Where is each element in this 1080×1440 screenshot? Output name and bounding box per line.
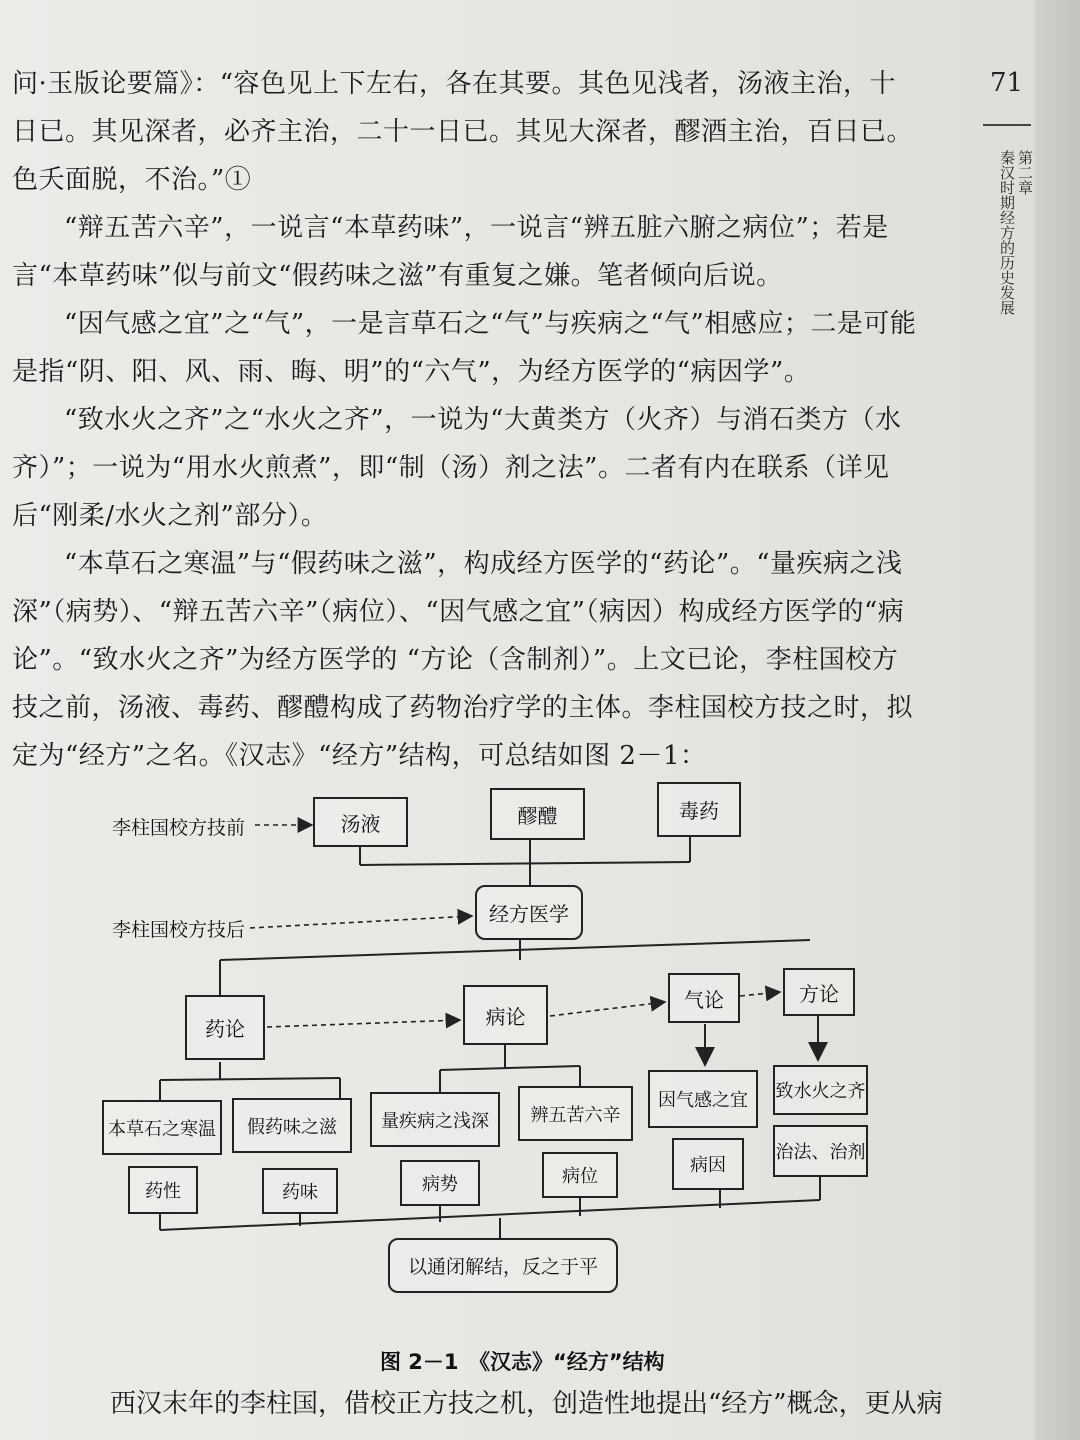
page-number: 71 xyxy=(990,68,1024,98)
node-yaolun: 药论 xyxy=(185,995,265,1060)
node-liang-jibing: 量疾病之浅深 xyxy=(370,1092,500,1147)
node-bian-wuku: 辨五苦六辛 xyxy=(518,1086,633,1141)
label-before: 李柱国校方技前 xyxy=(112,817,246,839)
node-yaoxing: 药性 xyxy=(128,1166,198,1214)
node-yinqi-ganzhi: 因气感之宜 xyxy=(648,1070,758,1128)
paragraph: “致水火之齐”之“水火之齐”，一说为“大黄类方（火齐）与消石类方（水齐）”；一说为“用水火煎煮”，即“制（汤）剂之法”。二者有内在联系（详见后“刚柔/水火之剂”部分）。 xyxy=(12,405,902,531)
node-jiayao-weizi: 假药味之滋 xyxy=(232,1098,352,1153)
body-text xyxy=(12,60,922,780)
label-after: 李柱国校方技后 xyxy=(112,919,246,941)
node-zhi-shuihuo: 致水火之齐 xyxy=(773,1065,868,1115)
section-title: 秦汉时期经方的历史发展 xyxy=(998,150,1016,315)
node-bingwei: 病位 xyxy=(542,1152,618,1198)
figure-caption: 图 2－1 《汉志》“经方”结构 xyxy=(380,1350,665,1374)
paragraph: 问·玉版论要篇》：“容色见上下左右，各在其要。其色见浅者，汤液主治，十日已。其见深者，必齐主治，二十一日已。其见大深者，醪酒主治，百日已。色夭面脱，不治。”① xyxy=(12,69,914,195)
node-tangye: 汤液 xyxy=(313,797,408,847)
node-yaowei: 药味 xyxy=(262,1168,338,1214)
node-qilun: 气论 xyxy=(668,973,740,1023)
node-bingyin: 病因 xyxy=(672,1138,744,1190)
node-binglun: 病论 xyxy=(463,985,548,1045)
node-bencao-hanwen: 本草石之寒温 xyxy=(102,1100,222,1155)
paragraph: “因气感之宜”之“气”，一是言草石之“气”与疾病之“气”相感应；二是可能是指“阴、阳、风、雨、晦、明”的“六气”，为经方医学的“病因学”。 xyxy=(12,309,917,387)
node-fanglun: 方论 xyxy=(783,968,855,1016)
paragraph: “本草石之寒温”与“假药味之滋”，构成经方医学的“药论”。“量疾病之浅深”（病势）、“辩五苦六辛”（病位）、“因气感之宜”（病因）构成经方医学的“病论”。“致水火之齐”为经方医学的 “方论（含制剂）”。上文已论，李柱国校方技之前，汤液、毒药、醪醴构成了药物治疗学的主体。李柱国校方技之时，拟定为“经方”之名。《汉志》“经方”结构，可总结如图 2－1： xyxy=(12,549,914,771)
node-duyao: 毒药 xyxy=(657,782,741,837)
page-edge xyxy=(1035,0,1080,1440)
chapter-label: 第二章 xyxy=(1016,150,1034,195)
header-rule xyxy=(983,124,1031,126)
node-laoli: 醪醴 xyxy=(490,788,585,840)
paragraph: “辩五苦六辛”，一说言“本草药味”，一说言“辨五脏六腑之病位”；若是言“本草药味”似与前文“假药味之滋”有重复之嫌。笔者倾向后说。 xyxy=(12,213,889,291)
node-zhifa-zhiji: 治法、治剂 xyxy=(773,1125,868,1177)
structure-diagram xyxy=(90,770,950,1330)
node-bottom-principle: 以通闭解结，反之于平 xyxy=(388,1238,618,1293)
node-jingfang-yixue: 经方医学 xyxy=(475,885,583,940)
node-bingshi: 病势 xyxy=(400,1160,480,1206)
running-header xyxy=(998,150,1034,315)
bottom-paragraph: 西汉末年的李柱国，借校正方技之机，创造性地提出“经方”概念，更从病 xyxy=(110,1389,943,1419)
